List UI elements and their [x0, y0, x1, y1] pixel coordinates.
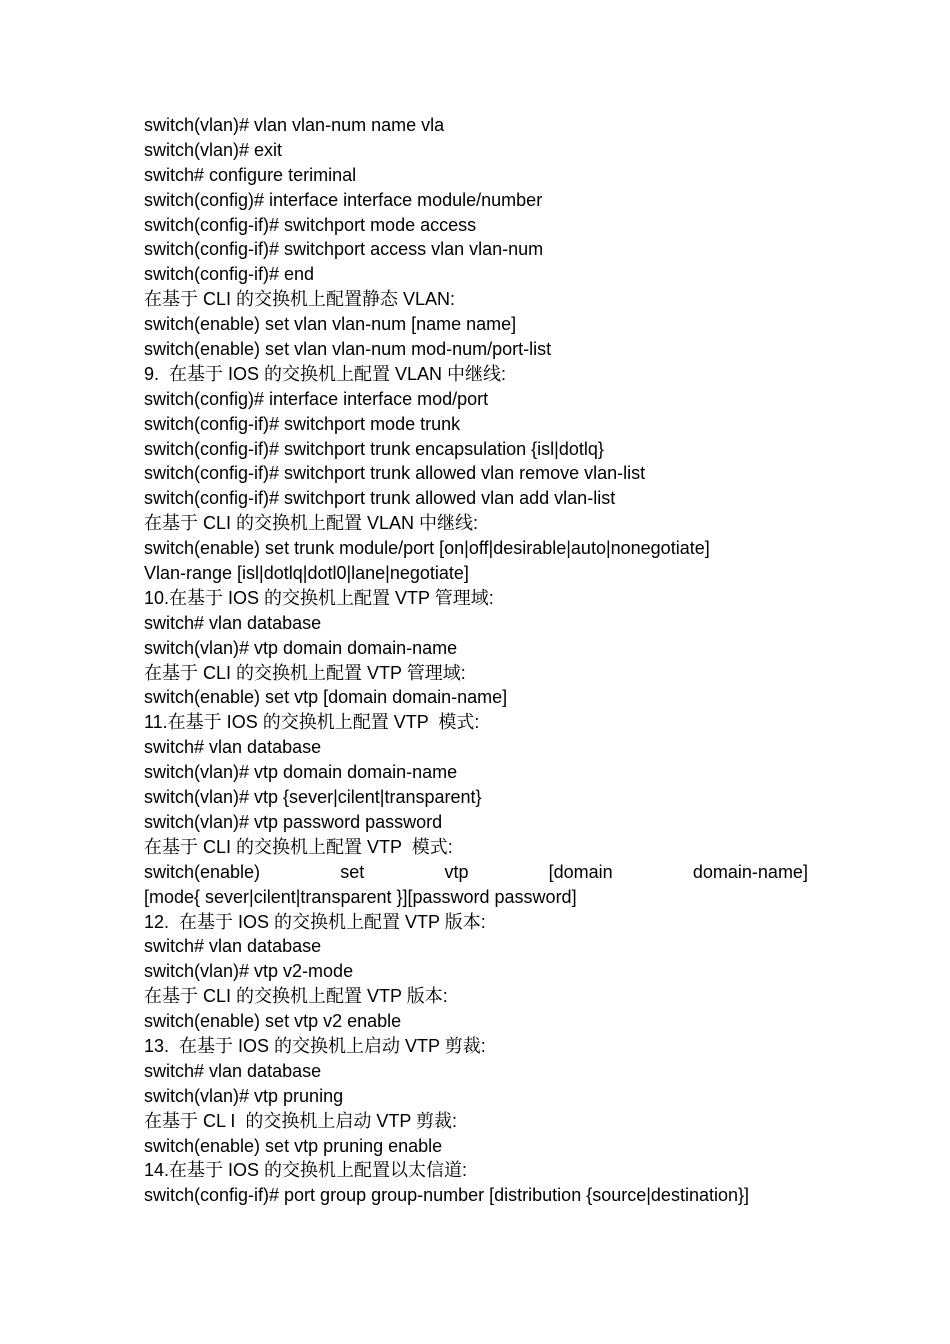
text-line: switch(enable) set vtp pruning enable: [144, 1135, 443, 1156]
text-line: switch(config-if)# switchport trunk allowed vlan add vlan-list: [144, 488, 616, 509]
section-heading: 在基于 CLI 的交换机上配置静态 VLAN:: [144, 289, 456, 310]
text-line: switch(config-if)# switchport mode access: [144, 214, 477, 235]
text-line: switch(vlan)# vtp domain domain-name: [144, 637, 458, 658]
section-heading: 9. 在基于 IOS 的交换机上配置 VLAN 中继线:: [144, 363, 507, 384]
text-line: [mode{ sever|cilent|transparent }][password password]: [144, 886, 577, 907]
section-heading: 在基于 CLI 的交换机上配置 VTP 模式:: [144, 836, 453, 857]
text-line: switch(enable) set vtp [domain domain-name]: [144, 687, 508, 708]
section-heading: 10.在基于 IOS 的交换机上配置 VTP 管理域:: [144, 587, 494, 608]
section-heading: 14.在基于 IOS 的交换机上配置以太信道:: [144, 1160, 468, 1181]
text-line: Vlan-range [isl|dotlq|dotl0|lane|negotiate]: [144, 563, 469, 584]
section-heading: 在基于 CLI 的交换机上配置 VTP 版本:: [144, 986, 448, 1007]
document-body: [144, 113, 808, 1208]
justified-word: vtp: [444, 861, 469, 882]
section-heading: 在基于 CLI 的交换机上配置 VTP 管理域:: [144, 662, 466, 683]
text-line: switch(enable) set vlan vlan-num [name name]: [144, 314, 517, 335]
text-line: switch(config)# interface interface module/number: [144, 189, 543, 210]
justified-word: switch(enable): [144, 861, 261, 882]
text-line: switch(config-if)# end: [144, 264, 315, 285]
text-line: switch# vlan database: [144, 1060, 322, 1081]
text-line: switch(config)# interface interface mod/port: [144, 388, 489, 409]
section-heading: 12. 在基于 IOS 的交换机上配置 VTP 版本:: [144, 911, 486, 932]
text-line: switch(vlan)# vlan vlan-num name vla: [144, 115, 445, 135]
justified-text-line: [144, 860, 808, 885]
text-line: switch(config-if)# switchport trunk encapsulation {isl|dotlq}: [144, 438, 604, 459]
text-line: switch(vlan)# vtp v2-mode: [144, 961, 354, 982]
section-heading: 在基于 CLI 的交换机上配置 VLAN 中继线:: [144, 513, 479, 534]
text-line: switch(enable) set trunk module/port [on|off|desirable|auto|nonegotiate]: [144, 538, 710, 559]
text-line: switch(vlan)# vtp domain domain-name: [144, 762, 458, 783]
text-line: switch(vlan)# vtp password password: [144, 811, 443, 832]
text-line: switch# vlan database: [144, 936, 322, 957]
section-heading: 13. 在基于 IOS 的交换机上启动 VTP 剪裁:: [144, 1035, 486, 1056]
text-line: switch# vlan database: [144, 737, 322, 758]
justified-word: set: [340, 861, 365, 882]
text-line: switch(vlan)# vtp pruning: [144, 1085, 344, 1106]
text-line: switch(enable) set vtp v2 enable: [144, 1011, 402, 1032]
text-line: switch(config-if)# switchport trunk allowed vlan remove vlan-list: [144, 463, 646, 484]
text-line: switch(config-if)# switchport access vlan vlan-num: [144, 239, 544, 260]
text-line: switch(config-if)# switchport mode trunk: [144, 413, 461, 434]
text-line: switch# configure teriminal: [144, 164, 357, 185]
section-heading: 11.在基于 IOS 的交换机上配置 VTP 模式:: [144, 712, 480, 733]
section-heading: 在基于 CL I 的交换机上启动 VTP 剪裁:: [144, 1110, 458, 1131]
justified-word: [domain: [548, 861, 613, 882]
text-line: switch(vlan)# vtp {sever|cilent|transparent}: [144, 787, 482, 808]
text-line: switch(config-if)# port group group-number [distribution {source|destination}]: [144, 1185, 749, 1206]
text-line: switch(enable) set vlan vlan-num mod-num/port-list: [144, 339, 552, 360]
justified-word: domain-name]: [692, 861, 808, 882]
text-line: switch(vlan)# exit: [144, 139, 283, 160]
text-line: switch# vlan database: [144, 612, 322, 633]
